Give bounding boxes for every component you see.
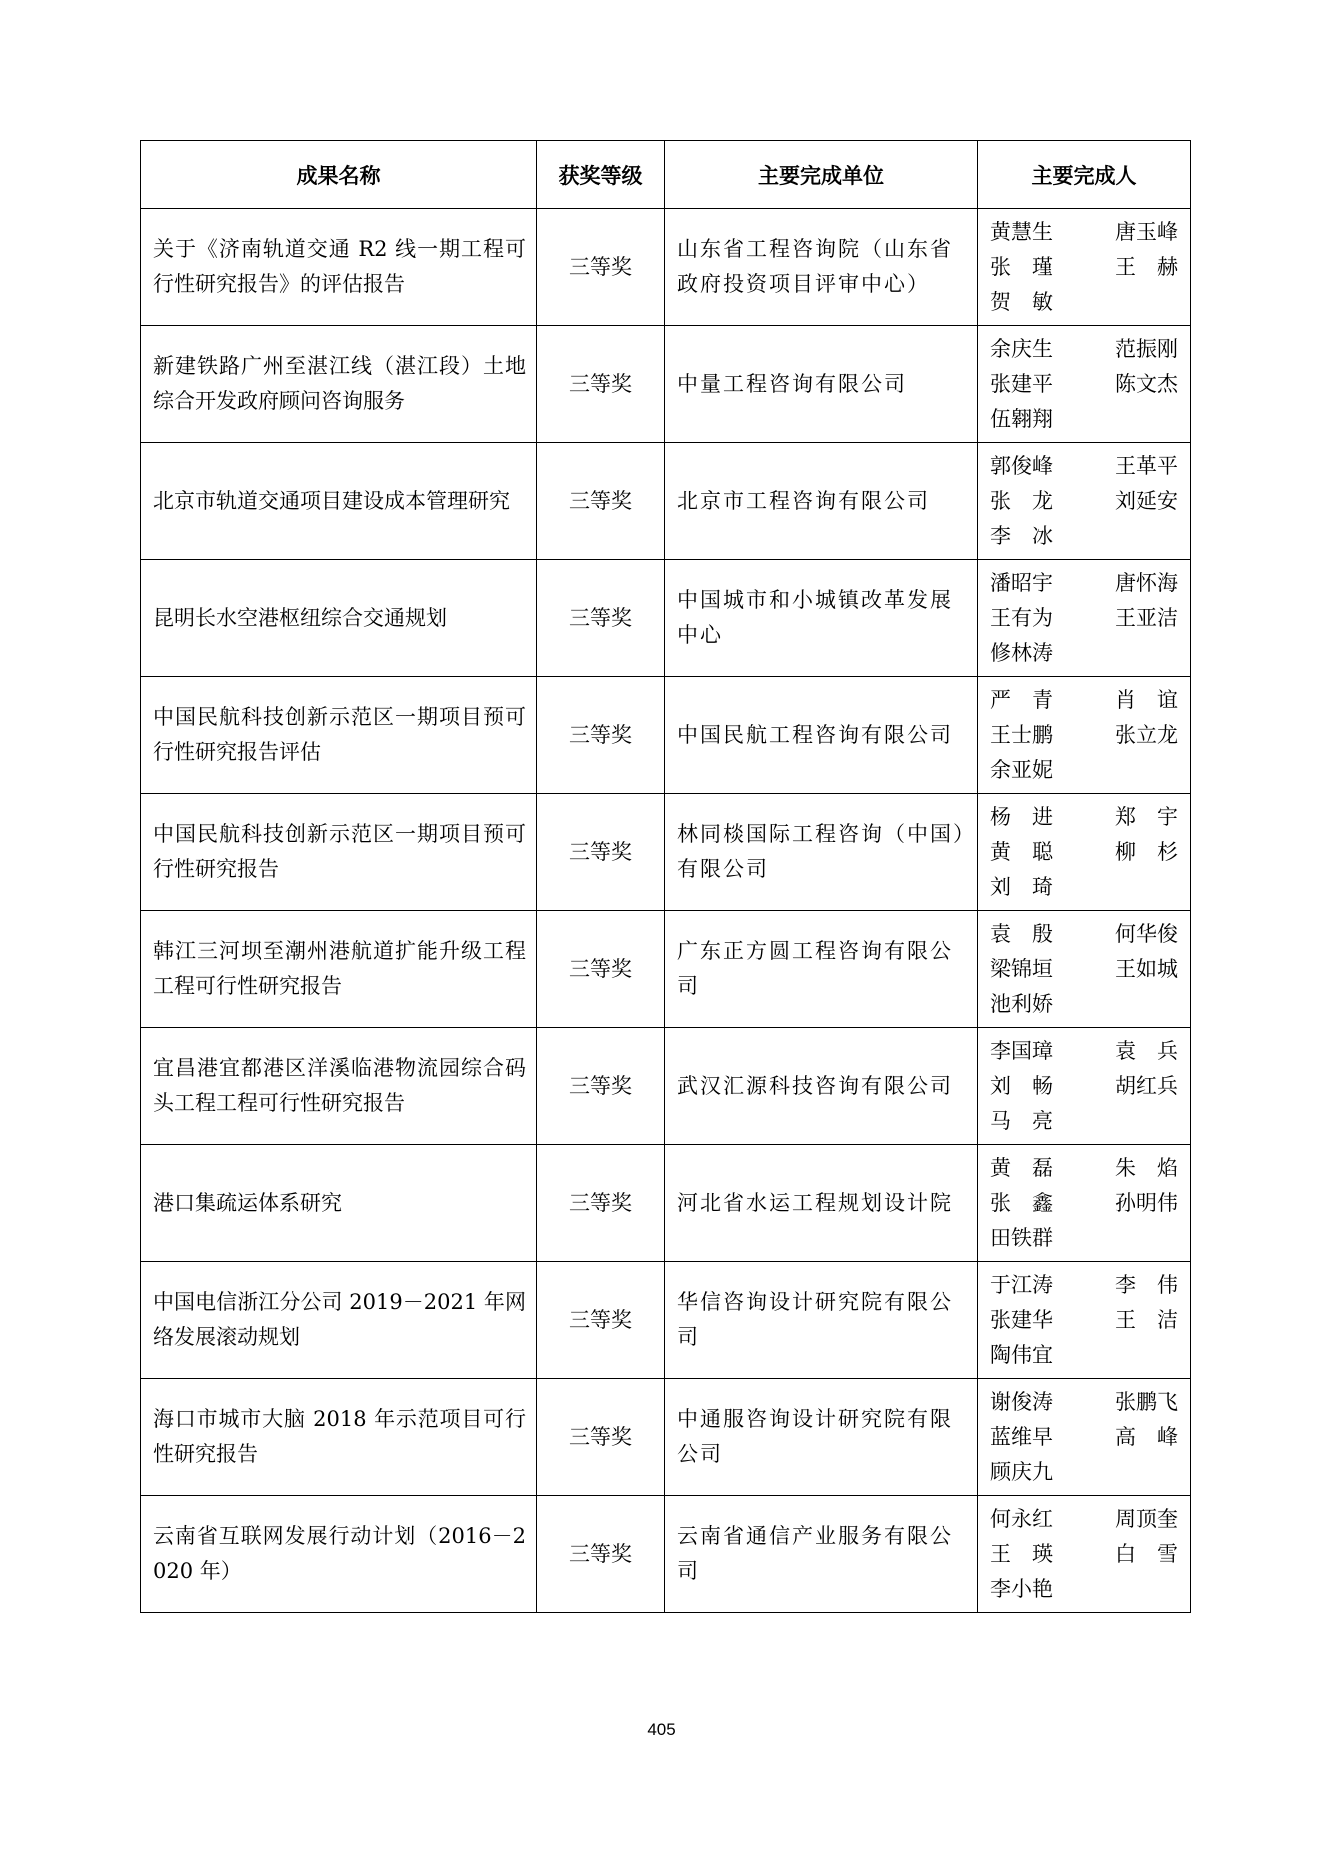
main-unit-cell: 中量工程咨询有限公司 [665, 326, 978, 443]
person-name: 贺 敏 [990, 289, 1053, 314]
achievement-name-cell: 中国民航科技创新示范区一期项目预可行性研究报告评估 [141, 677, 537, 794]
person-name: 顾庆九 [990, 1459, 1053, 1484]
main-people-cell [978, 794, 1191, 911]
person-name: 张 瑾 [990, 254, 1053, 279]
person-name: 李 伟 [1115, 1272, 1178, 1297]
table-row [141, 911, 1191, 1028]
achievement-name-cell: 宜昌港宜都港区洋溪临港物流园综合码头工程工程可行性研究报告 [141, 1028, 537, 1145]
person-name: 张 龙 [990, 488, 1053, 513]
main-people-cell [978, 911, 1191, 1028]
table-row [141, 794, 1191, 911]
person-name: 王 瑛 [990, 1541, 1053, 1566]
person-name: 池利娇 [990, 991, 1053, 1016]
table-row [141, 443, 1191, 560]
people-list [990, 800, 1178, 905]
person-name: 李国璋 [990, 1038, 1053, 1063]
person-name: 梁锦垣 [990, 956, 1053, 981]
table-row [141, 1028, 1191, 1145]
person-name: 陈文杰 [1115, 371, 1178, 396]
person-name: 黄 聪 [990, 839, 1053, 864]
main-unit-cell: 武汉汇源科技咨询有限公司 [665, 1028, 978, 1145]
award-level-cell: 三等奖 [537, 1496, 665, 1613]
main-people-cell [978, 443, 1191, 560]
page-number: 405 [647, 1720, 676, 1739]
table-row [141, 1262, 1191, 1379]
award-level-cell: 三等奖 [537, 1028, 665, 1145]
person-name: 黄慧生 [990, 219, 1053, 244]
person-name: 刘 畅 [990, 1073, 1053, 1098]
person-name: 周顶奎 [1115, 1506, 1178, 1531]
person-name: 肖 谊 [1115, 687, 1178, 712]
award-level-cell: 三等奖 [537, 911, 665, 1028]
achievement-name-cell: 港口集疏运体系研究 [141, 1145, 537, 1262]
main-unit-cell: 华信咨询设计研究院有限公司 [665, 1262, 978, 1379]
achievement-name-cell: 海口市城市大脑 2018 年示范项目可行性研究报告 [141, 1379, 537, 1496]
people-list [990, 1151, 1178, 1256]
main-people-cell [978, 1028, 1191, 1145]
person-name: 杨 进 [990, 804, 1053, 829]
table-row [141, 1145, 1191, 1262]
achievement-name-cell: 新建铁路广州至湛江线（湛江段）土地综合开发政府顾问咨询服务 [141, 326, 537, 443]
award-level-cell: 三等奖 [537, 326, 665, 443]
person-name: 张 鑫 [990, 1190, 1053, 1215]
person-name: 马 亮 [990, 1108, 1053, 1133]
person-name: 修林涛 [990, 640, 1053, 665]
main-people-cell [978, 209, 1191, 326]
people-list [990, 215, 1178, 320]
main-people-cell [978, 677, 1191, 794]
header-main-people: 主要完成人 [978, 141, 1191, 209]
people-list [990, 1034, 1178, 1139]
main-people-cell [978, 1379, 1191, 1496]
person-name: 柳 杉 [1115, 839, 1178, 864]
award-level-cell: 三等奖 [537, 560, 665, 677]
main-unit-cell: 北京市工程咨询有限公司 [665, 443, 978, 560]
person-name: 唐怀海 [1115, 570, 1178, 595]
main-unit-cell: 中国民航工程咨询有限公司 [665, 677, 978, 794]
person-name: 胡红兵 [1115, 1073, 1178, 1098]
person-name: 唐玉峰 [1115, 219, 1178, 244]
person-name: 刘 琦 [990, 874, 1053, 899]
table-row [141, 677, 1191, 794]
main-people-cell [978, 326, 1191, 443]
main-unit-cell: 山东省工程咨询院（山东省政府投资项目评审中心） [665, 209, 978, 326]
table-row [141, 560, 1191, 677]
person-name: 范振刚 [1115, 336, 1178, 361]
person-name: 余亚妮 [990, 757, 1053, 782]
table-body [141, 209, 1191, 1613]
person-name: 刘延安 [1115, 488, 1178, 513]
main-unit-cell: 中国城市和小城镇改革发展中心 [665, 560, 978, 677]
person-name: 袁 兵 [1115, 1038, 1178, 1063]
people-list [990, 566, 1178, 671]
people-list [990, 1385, 1178, 1490]
main-people-cell [978, 1145, 1191, 1262]
table-row [141, 326, 1191, 443]
achievement-name-cell: 韩江三河坝至潮州港航道扩能升级工程工程可行性研究报告 [141, 911, 537, 1028]
people-list [990, 332, 1178, 437]
header-achievement-name: 成果名称 [141, 141, 537, 209]
person-name: 朱 焰 [1115, 1155, 1178, 1180]
person-name: 潘昭宇 [990, 570, 1053, 595]
person-name: 王革平 [1115, 453, 1178, 478]
award-level-cell: 三等奖 [537, 443, 665, 560]
people-list [990, 917, 1178, 1022]
person-name: 田铁群 [990, 1225, 1053, 1250]
award-level-cell: 三等奖 [537, 794, 665, 911]
table-row [141, 1379, 1191, 1496]
person-name: 张立龙 [1115, 722, 1178, 747]
achievement-name-cell: 北京市轨道交通项目建设成本管理研究 [141, 443, 537, 560]
person-name: 余庆生 [990, 336, 1053, 361]
person-name: 黄 磊 [990, 1155, 1053, 1180]
person-name: 王亚洁 [1115, 605, 1178, 630]
person-name: 何华俊 [1115, 921, 1178, 946]
main-unit-cell: 云南省通信产业服务有限公司 [665, 1496, 978, 1613]
achievement-name-cell: 云南省互联网发展行动计划（2016－2020 年） [141, 1496, 537, 1613]
main-people-cell [978, 1262, 1191, 1379]
awards-table [140, 140, 1191, 1613]
person-name: 张建平 [990, 371, 1053, 396]
main-unit-cell: 广东正方圆工程咨询有限公司 [665, 911, 978, 1028]
person-name: 张鹏飞 [1115, 1389, 1178, 1414]
person-name: 蓝维早 [990, 1424, 1053, 1449]
person-name: 高 峰 [1115, 1424, 1178, 1449]
person-name: 王 洁 [1115, 1307, 1178, 1332]
person-name: 谢俊涛 [990, 1389, 1053, 1414]
person-name: 王 赫 [1115, 254, 1178, 279]
person-name: 张建华 [990, 1307, 1053, 1332]
main-people-cell [978, 1496, 1191, 1613]
person-name: 郑 宇 [1115, 804, 1178, 829]
main-unit-cell: 林同棪国际工程咨询（中国）有限公司 [665, 794, 978, 911]
main-people-cell [978, 560, 1191, 677]
person-name: 李小艳 [990, 1576, 1053, 1601]
achievement-name-cell: 中国民航科技创新示范区一期项目预可行性研究报告 [141, 794, 537, 911]
person-name: 王士鹏 [990, 722, 1053, 747]
award-level-cell: 三等奖 [537, 1379, 665, 1496]
achievement-name-cell: 中国电信浙江分公司 2019－2021 年网络发展滚动规划 [141, 1262, 537, 1379]
table-header-row [141, 141, 1191, 209]
person-name: 严 青 [990, 687, 1053, 712]
people-list [990, 683, 1178, 788]
person-name: 袁 殷 [990, 921, 1053, 946]
person-name: 李 冰 [990, 523, 1053, 548]
header-award-level: 获奖等级 [537, 141, 665, 209]
person-name: 王有为 [990, 605, 1053, 630]
people-list [990, 1502, 1178, 1607]
award-level-cell: 三等奖 [537, 1262, 665, 1379]
person-name: 伍翱翔 [990, 406, 1053, 431]
person-name: 孙明伟 [1115, 1190, 1178, 1215]
main-unit-cell: 中通服咨询设计研究院有限公司 [665, 1379, 978, 1496]
award-level-cell: 三等奖 [537, 677, 665, 794]
person-name: 陶伟宜 [990, 1342, 1053, 1367]
achievement-name-cell: 昆明长水空港枢纽综合交通规划 [141, 560, 537, 677]
main-unit-cell: 河北省水运工程规划设计院 [665, 1145, 978, 1262]
achievement-name-cell: 关于《济南轨道交通 R2 线一期工程可行性研究报告》的评估报告 [141, 209, 537, 326]
person-name: 于江涛 [990, 1272, 1053, 1297]
person-name: 白 雪 [1115, 1541, 1178, 1566]
award-level-cell: 三等奖 [537, 1145, 665, 1262]
header-main-unit: 主要完成单位 [665, 141, 978, 209]
table-row [141, 1496, 1191, 1613]
people-list [990, 449, 1178, 554]
person-name: 何永红 [990, 1506, 1053, 1531]
person-name: 王如城 [1115, 956, 1178, 981]
table-row [141, 209, 1191, 326]
award-level-cell: 三等奖 [537, 209, 665, 326]
person-name: 郭俊峰 [990, 453, 1053, 478]
people-list [990, 1268, 1178, 1373]
